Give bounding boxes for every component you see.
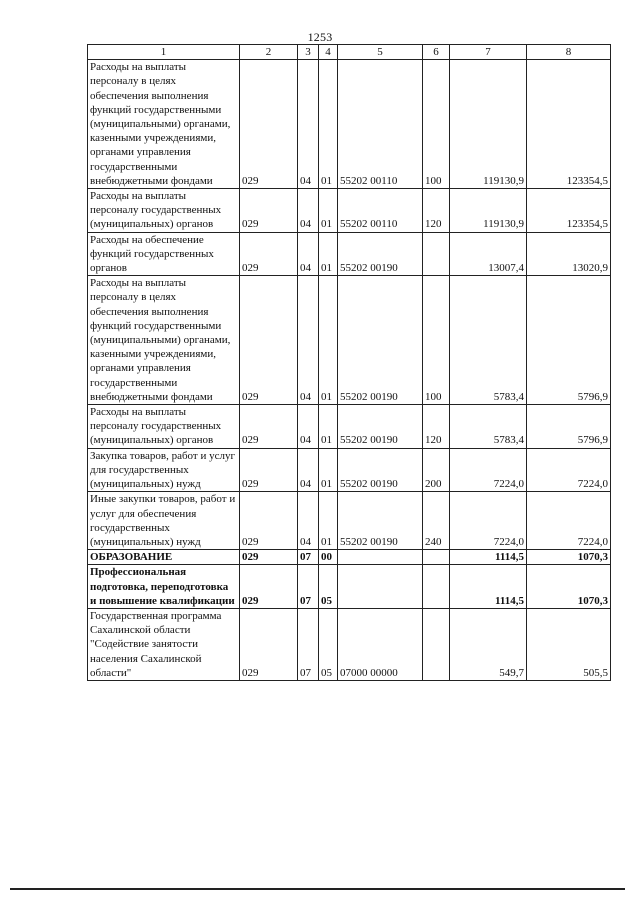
expense-type-cell: 100 xyxy=(423,276,450,405)
row-name-cell: Закупка товаров, работ и услуг для государственных (муниципальных) нужд xyxy=(88,448,240,492)
target-article-cell: 55202 00110 xyxy=(338,60,423,189)
row-name-cell: Расходы на выплаты персоналу государственных (муниципальных) органов xyxy=(88,189,240,233)
row-name-cell: Расходы на обеспечение функций государственных органов xyxy=(88,232,240,276)
expense-type-cell xyxy=(423,550,450,565)
amount-year1-cell: 549,7 xyxy=(450,608,527,680)
row-name-cell: Профессиональная подготовка, переподготовка и повышение квалификации xyxy=(88,565,240,609)
amount-year1-cell: 5783,4 xyxy=(450,405,527,449)
subsection-code-cell: 05 xyxy=(319,565,338,609)
column-header: 1 xyxy=(88,45,240,60)
amount-year2-cell: 7224,0 xyxy=(527,448,611,492)
target-article-cell: 07000 00000 xyxy=(338,608,423,680)
subsection-code-cell: 01 xyxy=(319,405,338,449)
amount-year2-cell: 7224,0 xyxy=(527,492,611,550)
target-article-cell: 55202 00190 xyxy=(338,276,423,405)
column-header: 7 xyxy=(450,45,527,60)
subsection-code-cell: 05 xyxy=(319,608,338,680)
amount-year2-cell: 13020,9 xyxy=(527,232,611,276)
target-article-cell xyxy=(338,550,423,565)
subsection-code-cell: 01 xyxy=(319,189,338,233)
column-header: 4 xyxy=(319,45,338,60)
table-row xyxy=(88,565,611,609)
section-code-cell: 04 xyxy=(298,189,319,233)
row-name-cell: ОБРАЗОВАНИЕ xyxy=(88,550,240,565)
ved-code-cell: 029 xyxy=(240,448,298,492)
row-name-cell: Расходы на выплаты персоналу в целях обеспечения выполнения функций государственными (муниципальными) органами, казенными учреждениями, органами управления государственными внебюджетными фондами xyxy=(88,60,240,189)
amount-year2-cell: 5796,9 xyxy=(527,405,611,449)
budget-table xyxy=(87,44,611,681)
ved-code-cell: 029 xyxy=(240,232,298,276)
table-row xyxy=(88,492,611,550)
page-number: 1253 xyxy=(307,30,333,44)
table-row xyxy=(88,405,611,449)
section-code-cell: 07 xyxy=(298,608,319,680)
section-code-cell: 07 xyxy=(298,550,319,565)
amount-year2-cell: 1070,3 xyxy=(527,550,611,565)
ved-code-cell: 029 xyxy=(240,565,298,609)
table-row xyxy=(88,550,611,565)
amount-year1-cell: 119130,9 xyxy=(450,189,527,233)
column-header: 6 xyxy=(423,45,450,60)
section-code-cell: 04 xyxy=(298,405,319,449)
section-code-cell: 04 xyxy=(298,276,319,405)
section-code-cell: 04 xyxy=(298,232,319,276)
amount-year1-cell: 13007,4 xyxy=(450,232,527,276)
subsection-code-cell: 00 xyxy=(319,550,338,565)
row-name-cell: Государственная программа Сахалинской области "Содействие занятости населения Сахалинской области" xyxy=(88,608,240,680)
section-code-cell: 04 xyxy=(298,60,319,189)
ved-code-cell: 029 xyxy=(240,189,298,233)
row-name-cell: Расходы на выплаты персоналу в целях обеспечения выполнения функций государственными (муниципальными) органами, казенными учреждениями, органами управления государственными внебюджетными фондами xyxy=(88,276,240,405)
amount-year1-cell: 7224,0 xyxy=(450,492,527,550)
target-article-cell: 55202 00190 xyxy=(338,405,423,449)
target-article-cell: 55202 00190 xyxy=(338,492,423,550)
expense-type-cell: 240 xyxy=(423,492,450,550)
expense-type-cell: 120 xyxy=(423,405,450,449)
amount-year2-cell: 1070,3 xyxy=(527,565,611,609)
amount-year2-cell: 5796,9 xyxy=(527,276,611,405)
ved-code-cell: 029 xyxy=(240,550,298,565)
target-article-cell: 55202 00190 xyxy=(338,448,423,492)
row-name-cell: Иные закупки товаров, работ и услуг для обеспечения государственных (муниципальных) нужд xyxy=(88,492,240,550)
target-article-cell: 55202 00110 xyxy=(338,189,423,233)
ved-code-cell: 029 xyxy=(240,405,298,449)
table-row xyxy=(88,60,611,189)
amount-year1-cell: 1114,5 xyxy=(450,565,527,609)
subsection-code-cell: 01 xyxy=(319,492,338,550)
column-header: 2 xyxy=(240,45,298,60)
subsection-code-cell: 01 xyxy=(319,448,338,492)
table-row xyxy=(88,276,611,405)
bottom-rule xyxy=(10,888,625,890)
table-row xyxy=(88,448,611,492)
table-row xyxy=(88,189,611,233)
table-row xyxy=(88,232,611,276)
expense-type-cell: 120 xyxy=(423,189,450,233)
subsection-code-cell: 01 xyxy=(319,232,338,276)
column-header: 8 xyxy=(527,45,611,60)
subsection-code-cell: 01 xyxy=(319,60,338,189)
amount-year1-cell: 1114,5 xyxy=(450,550,527,565)
amount-year2-cell: 123354,5 xyxy=(527,60,611,189)
amount-year2-cell: 123354,5 xyxy=(527,189,611,233)
expense-type-cell xyxy=(423,608,450,680)
target-article-cell xyxy=(338,565,423,609)
ved-code-cell: 029 xyxy=(240,60,298,189)
amount-year1-cell: 7224,0 xyxy=(450,448,527,492)
table-row xyxy=(88,608,611,680)
section-code-cell: 04 xyxy=(298,448,319,492)
column-header: 5 xyxy=(338,45,423,60)
expense-type-cell xyxy=(423,565,450,609)
section-code-cell: 04 xyxy=(298,492,319,550)
column-header-row xyxy=(88,45,611,60)
ved-code-cell: 029 xyxy=(240,608,298,680)
expense-type-cell: 200 xyxy=(423,448,450,492)
subsection-code-cell: 01 xyxy=(319,276,338,405)
section-code-cell: 07 xyxy=(298,565,319,609)
ved-code-cell: 029 xyxy=(240,492,298,550)
row-name-cell: Расходы на выплаты персоналу государственных (муниципальных) органов xyxy=(88,405,240,449)
expense-type-cell xyxy=(423,232,450,276)
ved-code-cell: 029 xyxy=(240,276,298,405)
amount-year1-cell: 119130,9 xyxy=(450,60,527,189)
amount-year1-cell: 5783,4 xyxy=(450,276,527,405)
target-article-cell: 55202 00190 xyxy=(338,232,423,276)
amount-year2-cell: 505,5 xyxy=(527,608,611,680)
column-header: 3 xyxy=(298,45,319,60)
expense-type-cell: 100 xyxy=(423,60,450,189)
